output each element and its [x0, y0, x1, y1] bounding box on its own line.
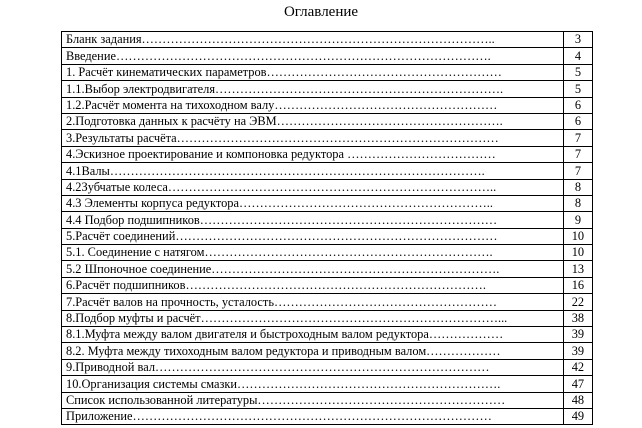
toc-entry-page: 16 — [563, 277, 592, 293]
toc-entry-page: 10 — [563, 228, 592, 244]
toc-entry-title: 4.4 Подбор подшипников……………………………………………………………… — [62, 212, 564, 228]
table-row — [62, 48, 593, 64]
toc-entry-page: 42 — [563, 359, 592, 375]
toc-entry-title: 4.3 Элементы корпуса редуктора…………………………………………………….. — [62, 195, 564, 211]
toc-entry-title: 6.Расчёт подшипников………………………………………………………………. — [62, 277, 564, 293]
table-row — [62, 261, 593, 277]
table-row — [62, 130, 593, 146]
toc-entry-title: Список использованной литературы…………………………………………………… — [62, 392, 564, 408]
table-row — [62, 97, 593, 113]
toc-entry-title: 4.2Зубчатые колеса…………………………………………………………………….. — [62, 179, 564, 195]
toc-entry-page: 38 — [563, 310, 592, 326]
toc-entry-title: 5.1. Соединение с натягом……………………………………………………………. — [62, 245, 564, 261]
toc-entry-title: 8.1.Муфта между валом двигателя и быстроходным валом редуктора……………… — [62, 327, 564, 343]
toc-entry-title: 10.Организация системы смазки………………………………………………………. — [62, 376, 564, 392]
toc-entry-title: Приложение…………………………………………………………………………… — [62, 408, 564, 424]
toc-entry-page: 5 — [563, 64, 592, 80]
toc-entry-title: 1. Расчёт кинематических параметров………………………………………………… — [62, 64, 564, 80]
toc-entry-page: 6 — [563, 113, 592, 129]
toc-entry-page: 8 — [563, 195, 592, 211]
table-row — [62, 228, 593, 244]
toc-entry-page: 7 — [563, 163, 592, 179]
table-row — [62, 163, 593, 179]
table-row — [62, 113, 593, 129]
toc-entry-title: 1.1.Выбор электродвигателя……………………………………………………………. — [62, 81, 564, 97]
toc-entry-page: 22 — [563, 294, 592, 310]
toc-entry-page: 47 — [563, 376, 592, 392]
toc-entry-title: 3.Результаты расчёта…………………………………………………………………… — [62, 130, 564, 146]
toc-entry-title: 4.1Валы………………………………………………………………………………. — [62, 163, 564, 179]
toc-entry-page: 9 — [563, 212, 592, 228]
toc-entry-page: 5 — [563, 81, 592, 97]
toc-entry-page: 39 — [563, 327, 592, 343]
toc-entry-page: 4 — [563, 48, 592, 64]
table-row — [62, 392, 593, 408]
table-row — [62, 277, 593, 293]
table-row — [62, 245, 593, 261]
table-row — [62, 32, 593, 48]
toc-entry-title: 4.Эскизное проектирование и компоновка редуктора ……………………………… — [62, 146, 564, 162]
table-row — [62, 359, 593, 375]
table-row — [62, 64, 593, 80]
page-title: Оглавление — [283, 4, 359, 20]
toc-entry-title: 5.2 Шпоночное соединение……………………………………………………………. — [62, 261, 564, 277]
toc-entry-page: 49 — [563, 408, 592, 424]
table-row — [62, 212, 593, 228]
toc-entry-title: 9.Приводной вал……………………………………………………………………… — [62, 359, 564, 375]
toc-entry-page: 39 — [563, 343, 592, 359]
toc-entry-title: 1.2.Расчёт момента на тихоходном валу……………………………………………… — [62, 97, 564, 113]
table-row — [62, 195, 593, 211]
toc-entry-title: 5.Расчёт соединений…………………………………………………………………… — [62, 228, 564, 244]
table-row — [62, 310, 593, 326]
table-row — [62, 343, 593, 359]
toc-entry-page: 7 — [563, 130, 592, 146]
table-row — [62, 81, 593, 97]
toc-entry-page: 3 — [563, 32, 592, 48]
table-row — [62, 408, 593, 424]
toc-entry-title: Введение………………………………………………………………………………. — [62, 48, 564, 64]
table-row — [62, 294, 593, 310]
toc-entry-title: 8.Подбор муфты и расчёт………………………………………………………………... — [62, 310, 564, 326]
table-row — [62, 327, 593, 343]
toc-entry-title: 7.Расчёт валов на прочность, усталость……………………………………………… — [62, 294, 564, 310]
toc-entry-title: 2.Подготовка данных к расчёту на ЭВМ………………………………………………. — [62, 113, 564, 129]
toc-entry-page: 6 — [563, 97, 592, 113]
table-row — [62, 376, 593, 392]
table-row — [62, 146, 593, 162]
toc-entry-title: Бланк задания………………………………………………………………………….. — [62, 32, 564, 48]
toc-entry-page: 8 — [563, 179, 592, 195]
table-of-contents — [61, 31, 593, 425]
table-row — [62, 179, 593, 195]
toc-entry-title: 8.2. Муфта между тихоходным валом редуктора и приводным валом……………… — [62, 343, 564, 359]
toc-entry-page: 13 — [563, 261, 592, 277]
toc-entry-page: 48 — [563, 392, 592, 408]
toc-entry-page: 10 — [563, 245, 592, 261]
toc-entry-page: 7 — [563, 146, 592, 162]
